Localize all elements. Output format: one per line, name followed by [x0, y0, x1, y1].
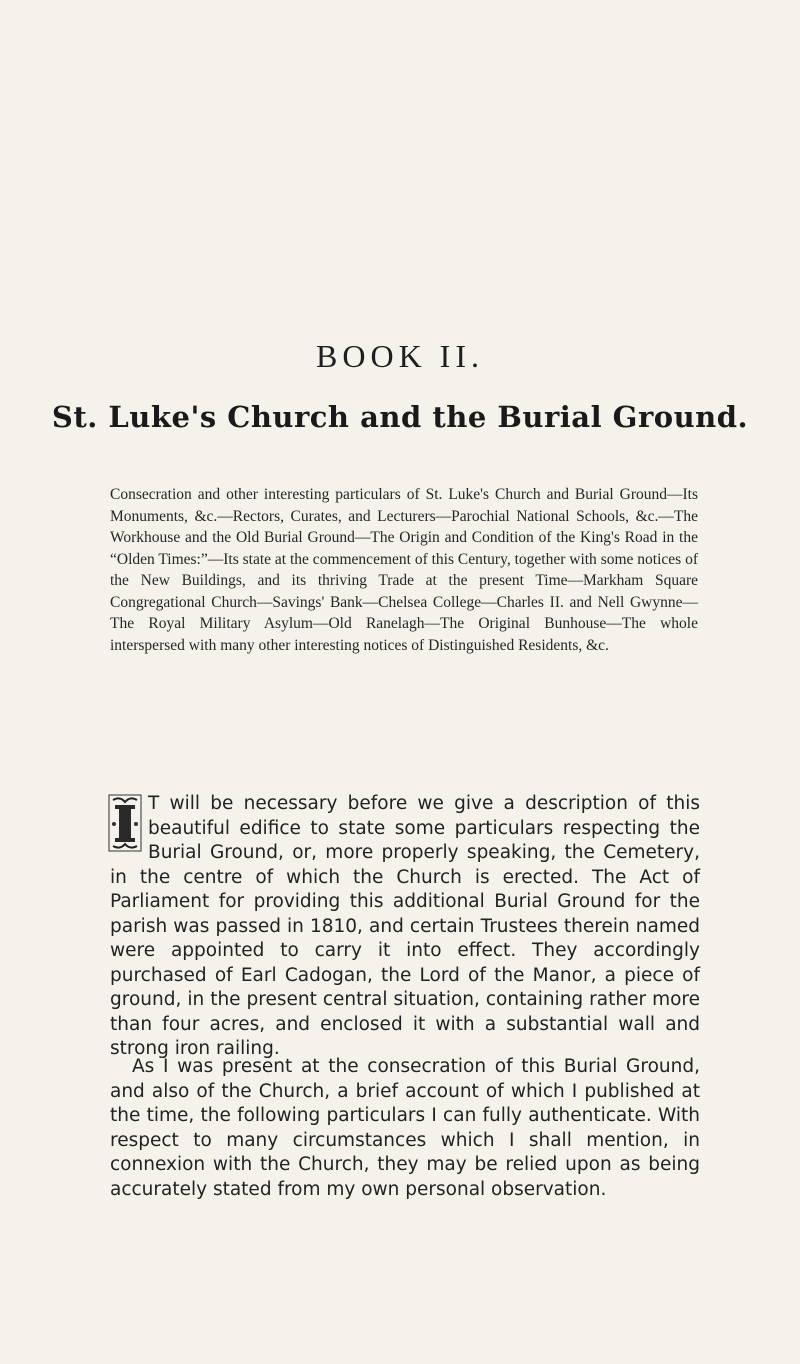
body-paragraph-2: As I was present at the consecration of this Burial Ground, and also of the Church, a brief account of which I published at the time, the following particulars I can fully authenticate. With respect to many circumstances which I shall mention, in connexion with the Church, they may be relied upon as being accurately stated from my own personal observation.: [110, 1056, 700, 1200]
book-heading: BOOK II.: [316, 338, 484, 374]
chapter-title: St. Luke's Church and the Burial Ground.: [51, 400, 749, 434]
ornamental-drop-cap-icon: [108, 794, 142, 852]
chapter-synopsis: Consecration and other interesting particulars of St. Luke's Church and Burial Ground—Its Monuments, &c.—Rectors, Curates, and Lecturers—Parochial National Schools, &c.—The Workhouse and the Old Burial Ground—The Origin and Condition of the King's Road in the “Olden Times:”—Its state at the commencement of this Century, together with some notices of the New Buildings, and its thriving Trade at the present Time—Markham Square Congregational Church—Savings' Bank—Chelsea College—Charles II. and Nell Gwynne—The Royal Military Asylum—Old Ranelagh—The Original Bunhouse—The whole interspersed with many other interesting notices of Distinguished Residents, &c.: [110, 486, 698, 654]
paragraph-1-text: T will be necessary before we give a description of this beautiful edifice to state some particulars respecting the Burial Ground, or, more properly speaking, the Cemetery, in the centre of which the Church is erected. The Act of Parliament for providing this additional Burial Ground for the parish was passed in 1810, and certain Trustees therein named were appointed to carry it into effect. They accordingly purchased of Earl Cadogan, the Lord of the Manor, a piece of ground, in the present central situation, containing rather more than four acres, and enclosed it with a substantial wall and strong iron railing.: [110, 793, 700, 1059]
body-paragraph-1: [110, 792, 700, 1062]
